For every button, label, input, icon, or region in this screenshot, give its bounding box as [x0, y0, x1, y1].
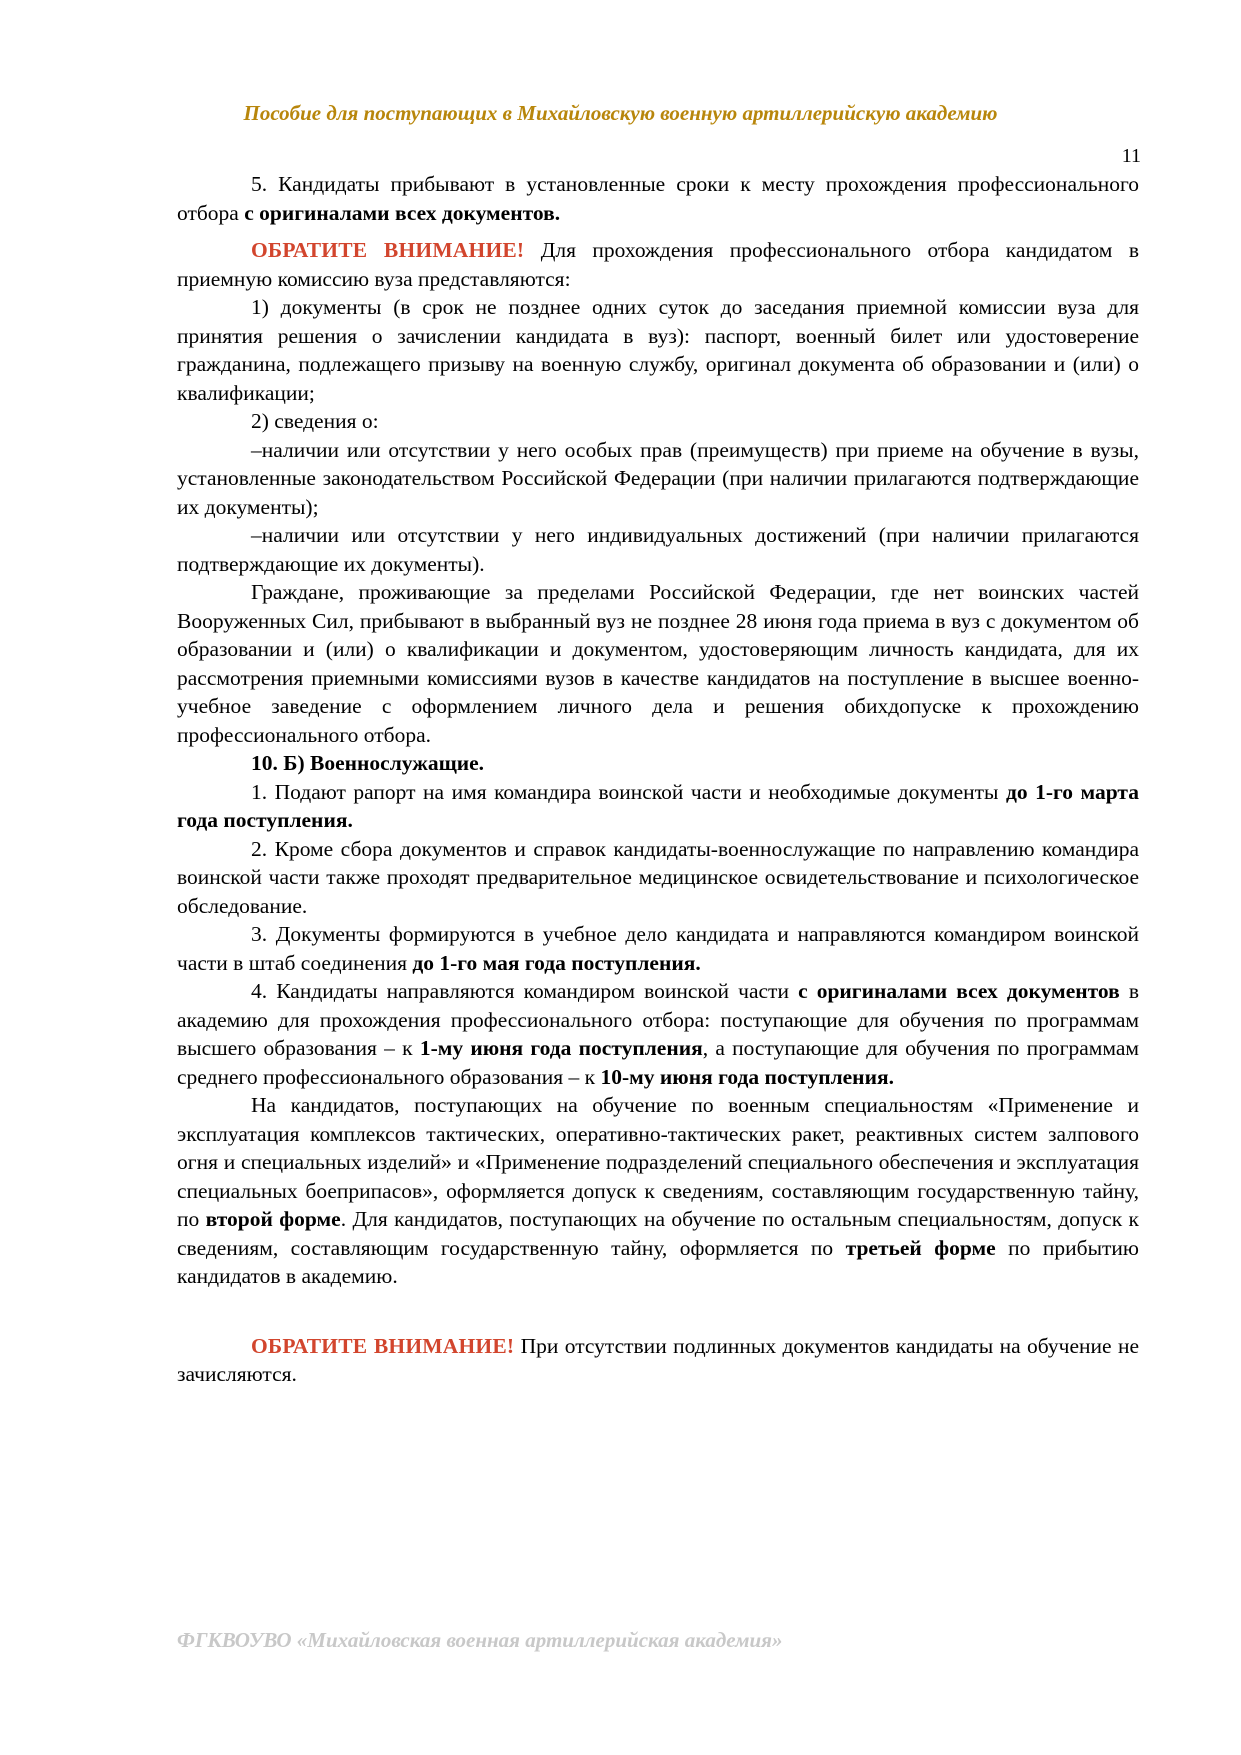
- paragraph-special-rights: –наличии или отсутствии у него особых прав (преимуществ) при приеме на обучение в вузы, установленные законодательством Российской Федерации (при наличии прилагаются подтверждающие их документы);: [177, 437, 1139, 519]
- paragraph-security-clearance: На кандидатов, поступающих на обучение по военным специальностям «Применение и эксплуатация комплексов тактических, оперативно-тактических ракет, реактивных систем залпового огня и специальных изделий» и «Применение подразделений специального обеспечения и эксплуатация специальных боеприпасов», оформляется допуск к сведениям, составляющим государственную тайну, по второй форме. Для кандидатов, поступающих на обучение по остальным специальностям, допуск к сведениям, составляющим государственную тайну, оформляется по третьей форме по прибытию кандидатов в академию.: [177, 1093, 1139, 1288]
- attention-label: ОБРАТИТЕ ВНИМАНИЕ!: [251, 1333, 515, 1358]
- paragraph-achievements: –наличии или отсутствии у него индивидуальных достижений (при наличии прилагаются подтверждающие их документы).: [177, 523, 1139, 576]
- paragraph-documents-list: 1) документы (в срок не позднее одних суток до заседания приемной комиссии вуза для принятия решения о зачислении кандидата в вуз): паспорт, военный билет или удостоверение гражданина, подлежащего призыву на военную службу, оригинал документа об образовании и (или) о квалификации;: [177, 295, 1139, 405]
- paragraph-arrival: 5. Кандидаты прибывают в установленные сроки к месту прохождения профессионального отбора с оригиналами всех документов.: [177, 172, 1139, 225]
- paragraph-foreign-citizens: Граждане, проживающие за пределами Российской Федерации, где нет воинских частей Вооруженных Сил, прибывают в выбранный вуз не позднее 28 июня года приема в вуз с документом об образовании и (или) о квалификации и документом, удостоверяющим личность кандидата, для их рассмотрения приемными комиссиями вузов в качестве кандидатов на поступление в высшее военно-учебное заведение с оформлением личного дела и решения обихдопуске к прохождению профессионального отбора.: [177, 580, 1139, 747]
- paragraph-report: 1. Подают рапорт на имя командира воинской части и необходимые документы до 1-го марта года поступления.: [177, 779, 1139, 832]
- paragraph-info-about: 2) сведения о:: [251, 409, 379, 433]
- attention-label: ОБРАТИТЕ ВНИМАНИЕ!: [251, 238, 525, 262]
- document-body: [177, 170, 1139, 1389]
- page-footer: ФГКВОУВО «Михайловская военная артиллерийская академия»: [177, 1628, 783, 1652]
- paragraph-attention-1: ОБРАТИТЕ ВНИМАНИЕ! Для прохождения профессионального отбора кандидатом в приемную комиссию вуза представляются:: [177, 238, 1139, 291]
- paragraph-medical: 2. Кроме сбора документов и справок кандидаты-военнослужащие по направлению командира воинской части также проходят предварительное медицинское освидетельствование и психологическое обследование.: [177, 836, 1139, 918]
- paragraph-documents-formed: 3. Документы формируются в учебное дело кандидата и направляются командиром воинской части в штаб соединения до 1-го мая года поступления.: [177, 922, 1139, 975]
- paragraph-attention-2: ОБРАТИТЕ ВНИМАНИЕ! При отсутствии подлинных документов кандидаты на обучение не зачисляются.: [177, 1333, 1139, 1386]
- section-heading-servicemen: 10. Б) Военнослужащие.: [251, 751, 485, 775]
- paragraph-candidates-directed: 4. Кандидаты направляются командиром воинской части с оригиналами всех документов в академию для прохождения профессионального отбора: поступающие для обучения по программам высшего образования – к 1-му июня года поступления, а поступающие для обучения по программам среднего профессионального образования – к 10-му июня года поступления.: [177, 979, 1140, 1089]
- page-number: 11: [1121, 145, 1141, 167]
- page-header-title: Пособие для поступающих в Михайловскую военную артиллерийскую академию: [243, 101, 998, 125]
